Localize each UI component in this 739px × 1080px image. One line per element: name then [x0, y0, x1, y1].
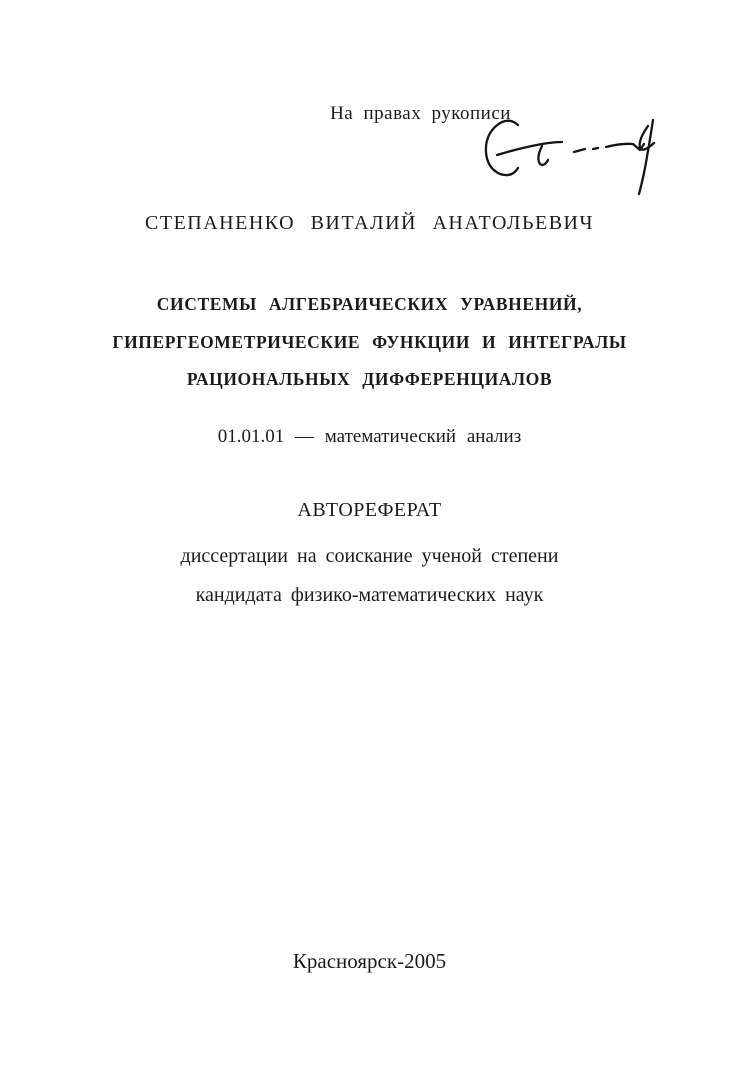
- specialty-code: 01.01.01 — математический анализ: [217, 426, 522, 447]
- title-line-3: РАЦИОНАЛЬНЫХ ДИФФЕРЕНЦИАЛОВ: [186, 369, 553, 389]
- abstract-heading: АВТОРЕФЕРАТ: [297, 499, 442, 521]
- abstract-subtitle-line-1: диссертации на соискание ученой степени: [180, 545, 559, 567]
- title-line-1: СИСТЕМЫ АЛГЕБРАИЧЕСКИХ УРАВНЕНИЙ,: [156, 294, 583, 314]
- manuscript-rights-note: На правах рукописи: [330, 103, 511, 124]
- author-name: СТЕПАНЕНКО ВИТАЛИЙ АНАТОЛЬЕВИЧ: [145, 212, 594, 234]
- title-line-2: ГИПЕРГЕОМЕТРИЧЕСКИЕ ФУНКЦИИ И ИНТЕГРАЛЫ: [112, 331, 627, 352]
- city-year: Красноярск-2005: [292, 949, 447, 973]
- dissertation-title: [0, 286, 739, 399]
- abstract-subtitle-line-2: кандидата физико-математических наук: [195, 583, 544, 606]
- abstract-subtitle: [0, 537, 739, 614]
- handwritten-signature-icon: [482, 110, 662, 198]
